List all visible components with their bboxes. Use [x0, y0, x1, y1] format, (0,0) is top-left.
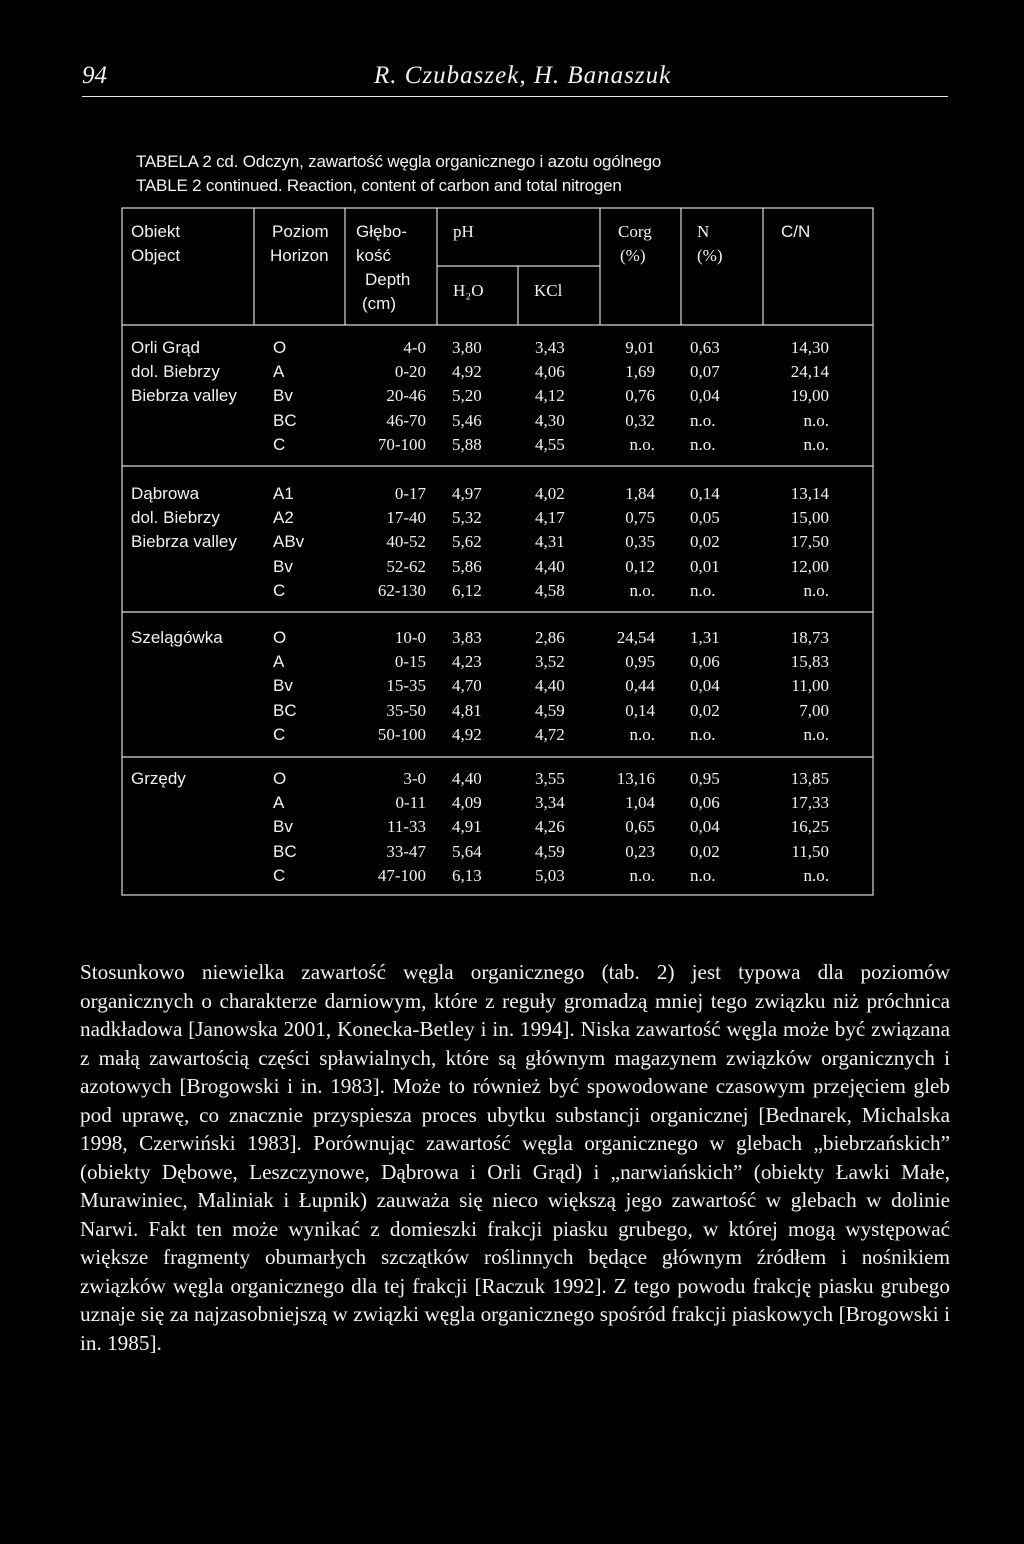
header-horizon-en: Horizon — [270, 246, 329, 265]
cell-horizon: Bv — [273, 556, 293, 576]
cell-horizon: Bv — [273, 676, 293, 696]
cell-kcl: 3,55 — [535, 769, 565, 788]
cell-h2o: 5,20 — [452, 386, 482, 406]
cell-cn: 17,50 — [790, 532, 829, 552]
cell-corg: 0,65 — [625, 817, 655, 837]
cell-n: 0,06 — [690, 652, 720, 672]
cell-corg: n.o. — [629, 865, 655, 885]
cell-cn: 24,14 — [790, 362, 829, 382]
cell-depth: 46-70 — [386, 410, 426, 430]
cell-depth: 3-0 — [403, 769, 426, 788]
cell-n: n.o. — [690, 580, 716, 600]
cell-horizon: A — [273, 652, 285, 672]
cell-depth: 20-46 — [386, 386, 426, 406]
cell-depth: 40-52 — [386, 532, 426, 552]
header-depth-unit: (cm) — [362, 294, 396, 313]
cell-cn: 7,00 — [799, 700, 829, 720]
cell-kcl: 4,31 — [535, 532, 565, 552]
cell-n: n.o. — [690, 865, 716, 885]
cell-horizon: ABv — [273, 532, 305, 552]
cell-horizon: Bv — [273, 817, 293, 837]
header-depth-en: Depth — [365, 270, 411, 289]
cell-kcl: 4,59 — [535, 700, 565, 720]
object-name: Dąbrowa — [131, 484, 200, 503]
cell-corg: 13,16 — [616, 769, 655, 788]
header-corg-unit: (%) — [620, 246, 646, 265]
cell-h2o: 4,92 — [452, 724, 482, 744]
cell-n: 0,07 — [690, 362, 720, 382]
cell-kcl: 4,72 — [535, 724, 565, 744]
header-depth-pl2: kość — [356, 246, 391, 265]
cell-h2o: 6,13 — [452, 865, 482, 885]
object-name: Orli Grąd — [131, 338, 200, 357]
cell-n: 0,04 — [690, 676, 720, 696]
cell-n: 0,05 — [690, 508, 720, 528]
cell-h2o: 3,80 — [452, 338, 482, 357]
cell-n: 0,02 — [690, 700, 720, 720]
cell-cn: 13,85 — [790, 769, 829, 788]
cell-corg: 0,32 — [625, 410, 655, 430]
cell-horizon: O — [273, 628, 287, 647]
cell-depth: 15-35 — [386, 676, 426, 696]
header-kcl: KCl — [534, 281, 563, 300]
cell-cn: 19,00 — [790, 386, 829, 406]
cell-kcl: 3,52 — [535, 652, 565, 672]
cell-h2o: 5,46 — [452, 410, 482, 430]
cell-corg: 1,04 — [625, 793, 655, 813]
cell-h2o: 4,40 — [452, 769, 482, 788]
cell-h2o: 4,23 — [452, 652, 482, 672]
cell-kcl: 4,30 — [535, 410, 565, 430]
cell-h2o: 4,91 — [452, 817, 482, 837]
cell-n: 0,06 — [690, 793, 720, 813]
object-name: Szelągówka — [131, 628, 223, 647]
cell-horizon: BC — [273, 410, 297, 430]
cell-cn: n.o. — [803, 580, 829, 600]
cell-horizon: Bv — [273, 386, 293, 406]
cell-horizon: A — [273, 362, 285, 382]
cell-h2o: 4,97 — [452, 484, 482, 503]
cell-corg: 0,14 — [625, 700, 655, 720]
header-n-unit: (%) — [697, 246, 723, 265]
header-h2o: H₂O — [453, 281, 484, 300]
cell-cn: n.o. — [803, 410, 829, 430]
cell-n: n.o. — [690, 410, 716, 430]
cell-horizon: A — [273, 793, 285, 813]
cell-corg: 1,84 — [625, 484, 655, 503]
cell-corg: 9,01 — [625, 338, 655, 357]
cell-depth: 11-33 — [386, 817, 426, 837]
object-name: dol. Biebrzy — [131, 362, 220, 382]
running-title: R. Czubaszek, H. Banaszuk — [374, 62, 672, 89]
cell-corg: 0,95 — [625, 652, 655, 672]
cell-cn: 11,00 — [791, 676, 829, 696]
cell-cn: 17,33 — [790, 793, 829, 813]
cell-h2o: 5,86 — [452, 556, 482, 576]
cell-depth: 0-20 — [394, 362, 426, 382]
body-paragraph: Stosunkowo niewielka zawartość węgla organicznego (tab. 2) jest typowa dla poziomów organicznych o charakterze darniowym, które z reguły gromadzą mniej tego związku niż próchnica nadkładowa [Janowska 2001, Konecka-Betley i in. 1994]. Niska zawartość węgla może być związana z małą zawartością części spławialnych, które są głównym magazynem związków organicznych i azotowych [Brogowski i in. 1983]. Może to również być spowodowane czasowym przejęciem gleb pod uprawę, co znacznie przyspiesza proces ubytku substancji organicznej [Bednarek, Michalska 1998, Czerwiński 1983]. Porównując zawartość węgla organicznego w glebach „biebrzańskich” (obiekty Dębowe, Leszczynowe, Dąbrowa i Orli Grąd) i „narwiańskich” (obiekty Ławki Małe, Murawiniec, Maliniak i Łupnik) zauważa się nieco większą jego zawartość w glebach w dolinie Narwi. Fakt ten może wynikać z domieszki frakcji piasku grubego, w której mogą występować większe fragmenty obumarłych szczątków roślinnych będące głównym źródłem i nośnikiem związków węgla organicznego dla tej frakcji [Raczuk 1992]. Z tego powodu frakcję piasku grubego uznaje się za najzasobniejszą w związki węgla organicznego spośród frakcji piaskowych [Brogowski i in. 1985]. — [80, 960, 950, 1355]
cell-depth: 4-0 — [403, 338, 426, 357]
cell-depth: 0-15 — [394, 652, 426, 672]
cell-corg: 0,76 — [625, 386, 655, 406]
cell-depth: 52-62 — [386, 556, 426, 576]
cell-corg: 0,75 — [625, 508, 655, 528]
cell-n: n.o. — [690, 724, 716, 744]
header-cn: C/N — [781, 222, 811, 241]
cell-cn: n.o. — [803, 865, 829, 885]
cell-cn: 14,30 — [790, 338, 829, 357]
cell-h2o: 4,09 — [452, 793, 482, 813]
cell-cn: n.o. — [803, 724, 829, 744]
table-caption-en: TABLE 2 continued. Reaction, content of carbon and total nitrogen — [136, 176, 622, 195]
header-n: N — [697, 222, 710, 241]
cell-depth: 50-100 — [377, 724, 426, 744]
cell-horizon: BC — [273, 841, 297, 861]
cell-n: 0,04 — [690, 817, 720, 837]
cell-corg: 1,69 — [625, 362, 655, 382]
header-horizon-pl: Poziom — [272, 222, 329, 241]
cell-cn: 15,00 — [790, 508, 829, 528]
cell-depth: 35-50 — [386, 700, 426, 720]
cell-horizon: A2 — [273, 508, 294, 528]
header-corg: Corg — [618, 222, 652, 241]
cell-n: 0,04 — [690, 386, 720, 406]
cell-kcl: 4,58 — [535, 580, 565, 600]
cell-horizon: C — [273, 434, 286, 454]
cell-kcl: 3,34 — [535, 793, 565, 813]
cell-depth: 70-100 — [377, 434, 426, 454]
cell-n: 0,14 — [690, 484, 720, 503]
cell-h2o: 4,70 — [452, 676, 482, 696]
cell-horizon: C — [273, 580, 286, 600]
cell-corg: 0,35 — [625, 532, 655, 552]
cell-depth: 0-11 — [395, 793, 426, 813]
cell-kcl: 4,55 — [535, 434, 565, 454]
cell-corg: n.o. — [629, 724, 655, 744]
cell-kcl: 5,03 — [535, 865, 565, 885]
cell-kcl: 4,40 — [535, 556, 565, 576]
cell-n: 0,01 — [690, 556, 720, 576]
cell-kcl: 4,12 — [535, 386, 565, 406]
cell-kcl: 4,59 — [535, 841, 565, 861]
cell-depth: 17-40 — [386, 508, 426, 528]
object-name: Biebrza valley — [131, 532, 237, 552]
cell-kcl: 3,43 — [535, 338, 565, 357]
cell-h2o: 6,12 — [452, 580, 482, 600]
cell-depth: 10-0 — [394, 628, 426, 647]
header-depth-pl1: Głębo- — [356, 222, 408, 241]
object-name: dol. Biebrzy — [131, 508, 220, 528]
cell-h2o: 3,83 — [452, 628, 482, 647]
cell-h2o: 5,88 — [452, 434, 482, 454]
cell-cn: 13,14 — [790, 484, 829, 503]
cell-n: 1,31 — [690, 628, 720, 647]
table-caption-pl: TABELA 2 cd. Odczyn, zawartość węgla organicznego i azotu ogólnego — [136, 152, 662, 171]
object-name: Biebrza valley — [131, 386, 237, 406]
cell-corg: 0,23 — [625, 841, 655, 861]
cell-h2o: 5,64 — [452, 841, 482, 861]
cell-horizon: C — [273, 724, 286, 744]
cell-n: n.o. — [690, 434, 716, 454]
cell-depth: 62-130 — [377, 580, 426, 600]
object-name: Grzędy — [131, 769, 186, 788]
cell-kcl: 4,26 — [535, 817, 565, 837]
cell-cn: n.o. — [803, 434, 829, 454]
cell-kcl: 4,02 — [535, 484, 565, 503]
cell-corg: n.o. — [629, 580, 655, 600]
cell-kcl: 2,86 — [535, 628, 565, 647]
page-number: 94 — [82, 62, 107, 89]
cell-cn: 18,73 — [790, 628, 829, 647]
cell-h2o: 5,32 — [452, 508, 482, 528]
cell-horizon: A1 — [273, 484, 294, 503]
header-ph: pH — [453, 222, 474, 241]
cell-cn: 12,00 — [790, 556, 829, 576]
cell-h2o: 4,92 — [452, 362, 482, 382]
cell-cn: 15,83 — [790, 652, 829, 672]
cell-depth: 33-47 — [386, 841, 426, 861]
cell-kcl: 4,17 — [535, 508, 565, 528]
header-object-pl: Obiekt — [131, 222, 181, 241]
cell-depth: 0-17 — [394, 484, 426, 503]
cell-n: 0,02 — [690, 841, 720, 861]
cell-h2o: 5,62 — [452, 532, 482, 552]
cell-horizon: BC — [273, 700, 297, 720]
header-object-en: Object — [131, 246, 181, 265]
cell-horizon: O — [273, 338, 287, 357]
cell-cn: 16,25 — [790, 817, 829, 837]
cell-kcl: 4,40 — [535, 676, 565, 696]
cell-horizon: O — [273, 769, 287, 788]
cell-horizon: C — [273, 865, 286, 885]
cell-corg: 0,44 — [625, 676, 655, 696]
cell-cn: 11,50 — [791, 841, 829, 861]
cell-corg: 24,54 — [616, 628, 655, 647]
cell-depth: 47-100 — [377, 865, 426, 885]
cell-corg: 0,12 — [625, 556, 655, 576]
cell-corg: n.o. — [629, 434, 655, 454]
cell-kcl: 4,06 — [535, 362, 565, 382]
cell-n: 0,63 — [690, 338, 720, 357]
cell-h2o: 4,81 — [452, 700, 482, 720]
cell-n: 0,02 — [690, 532, 720, 552]
cell-n: 0,95 — [690, 769, 720, 788]
